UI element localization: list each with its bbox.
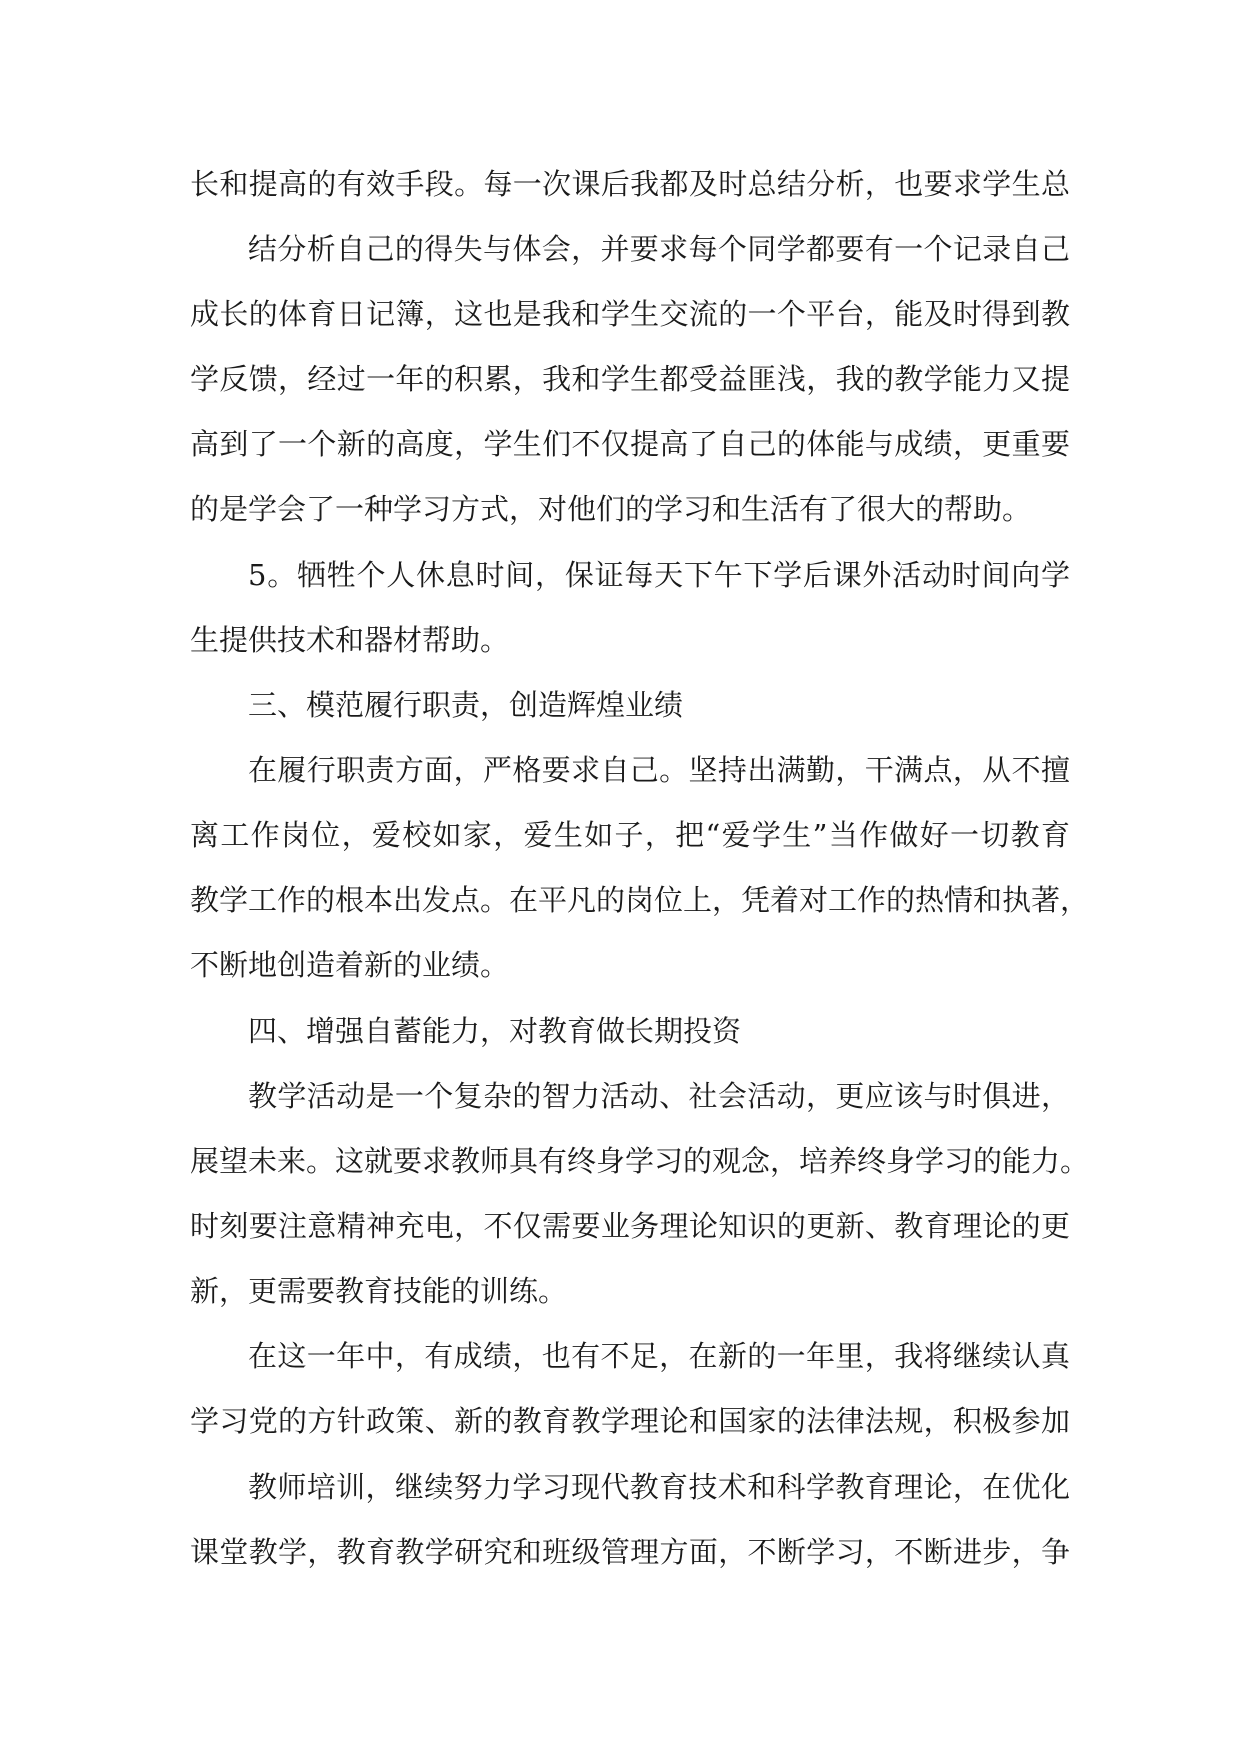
text-line: 生提供技术和器材帮助。: [190, 623, 510, 657]
text-line: 时刻要注意精神充电，不仅需要业务理论知识的更新、教育理论的更: [190, 1209, 1070, 1243]
text-line: 成长的体育日记簿，这也是我和学生交流的一个平台，能及时得到教: [190, 297, 1070, 331]
text-line: 展望未来。这就要求教师具有终身学习的观念，培养终身学习的能力。: [190, 1144, 1090, 1178]
text-line: 5。牺牲个人休息时间，保证每天下午下学后课外活动时间向学: [248, 558, 1070, 592]
text-line: 课堂教学，教育教学研究和班级管理方面，不断学习，不断进步，争: [190, 1535, 1070, 1569]
text-line: 不断地创造着新的业绩。: [190, 948, 510, 982]
section-heading: 四、增强自蓄能力，对教育做长期投资: [248, 1014, 742, 1048]
text-line: 学习党的方针政策、新的教育教学理论和国家的法律法规，积极参加: [190, 1404, 1070, 1438]
text-line: 长和提高的有效手段。每一次课后我都及时总结分析，也要求学生总: [190, 167, 1070, 201]
text-line: 教学活动是一个复杂的智力活动、社会活动，更应该与时俱进，: [248, 1079, 1070, 1113]
text-line: 学反馈，经过一年的积累，我和学生都受益匪浅，我的教学能力又提: [190, 362, 1070, 396]
text-line: 在这一年中，有成绩，也有不足，在新的一年里，我将继续认真: [248, 1339, 1070, 1373]
text-line: 在履行职责方面，严格要求自己。坚持出满勤，干满点，从不擅: [248, 753, 1070, 787]
section-heading: 三、模范履行职责，创造辉煌业绩: [248, 688, 684, 722]
text-line: 离工作岗位，爱校如家，爱生如子，把“爱学生”当作做好一切教育: [190, 818, 1070, 852]
text-line: 教师培训，继续努力学习现代教育技术和科学教育理论，在优化: [248, 1470, 1070, 1504]
text-line: 教学工作的根本出发点。在平凡的岗位上，凭着对工作的热情和执著，: [190, 883, 1090, 917]
text-line: 结分析自己的得失与体会，并要求每个同学都要有一个记录自己: [248, 232, 1070, 266]
text-line: 的是学会了一种学习方式，对他们的学习和生活有了很大的帮助。: [190, 492, 1032, 526]
text-line: 高到了一个新的高度，学生们不仅提高了自己的体能与成绩，更重要: [190, 427, 1070, 461]
text-line: 新，更需要教育技能的训练。: [190, 1274, 568, 1308]
